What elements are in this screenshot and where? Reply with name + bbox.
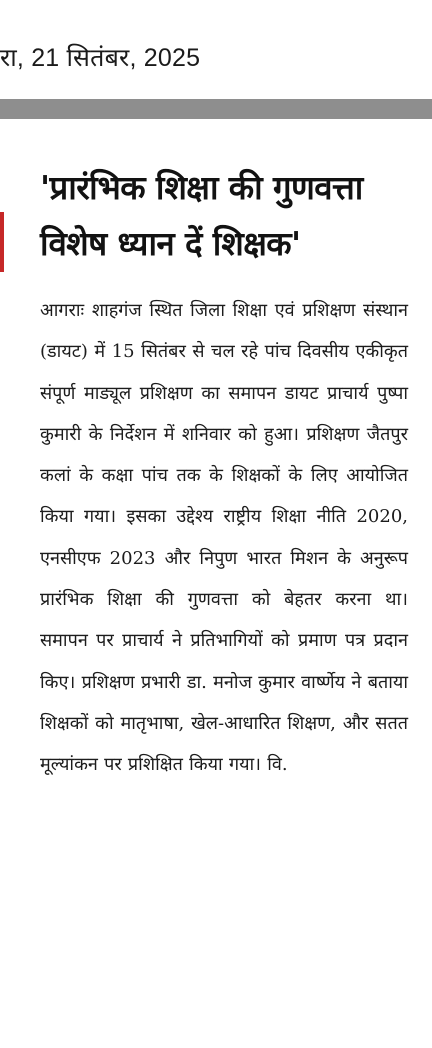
article-headline: 'प्रारंभिक शिक्षा की गुणवत्ता विशेष ध्यान दें शिक्षक' [40,168,363,263]
dateline: रा, 21 सितंबर, 2025 [0,44,201,72]
red-accent-strip [0,212,4,272]
section-divider [0,99,432,119]
article-body: आगराः शाहगंज स्थित जिला शिक्षा एवं प्रशिक्षण संस्थान (डायट) में 15 सितंबर से चल रहे पांच दिवसीय एकीकृत संपूर्ण माड्यूल प्रशिक्षण का समापन डायट प्राचार्य पुष्पा कुमारी के निर्देशन में शनिवार को हुआ। प्रशिक्षण जैतपुर कलां के कक्षा पांच तक के शिक्षकों के लिए आयोजित किया गया। इसका उद्देश्य राष्ट्रीय शिक्षा नीति 2020, एनसीएफ 2023 और निपुण भारत मिशन के अनुरूप प्रारंभिक शिक्षा की गुणवत्ता को बेहतर करना था। समापन पर प्राचार्य ने प्रतिभागियों को प्रमाण पत्र प्रदान किए। प्रशिक्षण प्रभारी डा. मनोज कुमार वार्ष्णेय ने बताया शिक्षकों को मातृभाषा, खेल-आधारित शिक्षण, और सतत मूल्यांकन पर प्रशिक्षित किया गया। वि. [40,300,408,776]
